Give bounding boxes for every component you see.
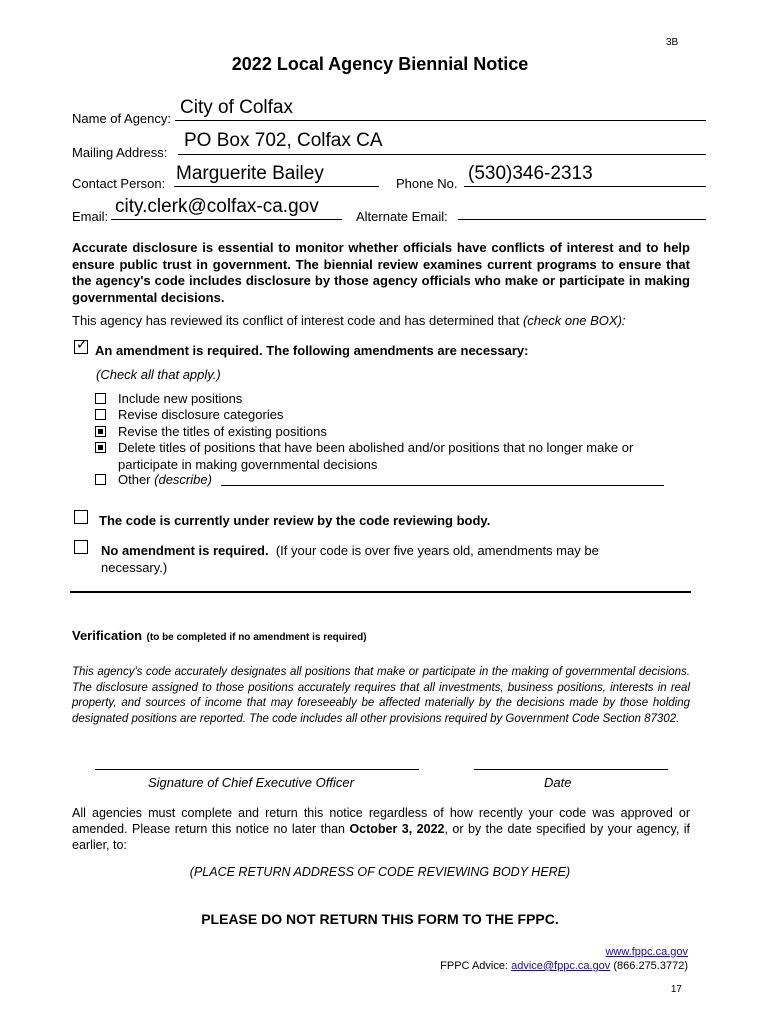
no-amendment-checkbox[interactable] <box>74 540 88 554</box>
agency-label: Name of Agency: <box>72 111 171 126</box>
fppc-advice-phone: (866.275.3772) <box>613 960 688 972</box>
no-amendment-bold: No amendment is required. <box>101 543 269 558</box>
check-all-note: (Check all that apply.) <box>96 367 221 382</box>
contact-field[interactable]: Marguerite Bailey <box>176 163 324 184</box>
under-review-checkbox[interactable] <box>74 510 88 524</box>
other-describe-note: (describe) <box>154 472 212 487</box>
review-statement <box>72 313 712 330</box>
other-label <box>118 472 212 487</box>
email-line <box>111 219 342 220</box>
delete-titles-checkbox[interactable] <box>95 442 106 453</box>
phone-line <box>464 186 706 187</box>
verification-heading <box>72 627 367 645</box>
return-note <box>72 805 690 853</box>
date-label: Date <box>544 775 572 790</box>
contact-line <box>174 186 379 187</box>
return-deadline: October 3, 2022 <box>349 822 445 836</box>
phone-label: Phone No. <box>396 176 458 191</box>
amendment-required-checkbox[interactable] <box>74 340 88 354</box>
revise-disclosure-label: Revise disclosure categories <box>118 407 284 422</box>
contact-label: Contact Person: <box>72 176 166 191</box>
return-note-part1: All agencies must complete and return this notice regardless of how recently your code was approved or amended. Please return this notice no later than <box>72 806 690 836</box>
fppc-advice-email[interactable]: advice@fppc.ca.gov <box>511 960 611 972</box>
verification-note: (to be completed if no amendment is required) <box>146 632 367 643</box>
intro-paragraph: Accurate disclosure is essential to monitor whether officials have conflicts of interest and to help ensure public trust in government. The biennial review examines current programs to ensure that the agency's code includes disclosure by those agency officials who make or participate in making governmental decisions. <box>72 240 690 305</box>
section-divider <box>70 591 691 593</box>
fppc-website[interactable]: www.fppc.ca.gov <box>605 946 688 958</box>
signature-label: Signature of Chief Executive Officer <box>148 775 354 790</box>
other-describe-field[interactable] <box>221 485 664 486</box>
revise-titles-label: Revise the titles of existing positions <box>118 424 327 439</box>
address-line <box>178 154 706 155</box>
delete-titles-label-cont: participate in making governmental decisions <box>118 457 378 472</box>
no-amendment-label <box>101 543 599 558</box>
fppc-advice-line <box>440 960 688 972</box>
email-field[interactable]: city.clerk@colfax-ca.gov <box>115 196 319 217</box>
return-address-placeholder: (PLACE RETURN ADDRESS OF CODE REVIEWING BODY HERE) <box>189 865 571 879</box>
other-label-text: Other <box>118 472 151 487</box>
delete-titles-label: Delete titles of positions that have been abolished and/or positions that no longer make or <box>118 440 634 455</box>
alt-email-line <box>458 219 706 220</box>
other-checkbox[interactable] <box>95 474 106 485</box>
no-amendment-rest-cont: necessary.) <box>101 560 168 575</box>
agency-line <box>175 120 706 121</box>
fppc-advice-label: FPPC Advice: <box>440 960 509 972</box>
amendment-required-label: An amendment is required. The following amendments are necessary: <box>95 343 529 358</box>
revise-titles-checkbox[interactable] <box>95 426 106 437</box>
under-review-label: The code is currently under review by the code reviewing body. <box>99 513 491 528</box>
form-id: 3B <box>666 37 679 48</box>
signature-field[interactable] <box>95 769 419 770</box>
phone-field[interactable]: (530)346-2313 <box>468 163 593 184</box>
email-label: Email: <box>72 209 109 224</box>
page-title: 2022 Local Agency Biennial Notice <box>231 54 529 74</box>
include-new-positions-label: Include new positions <box>118 391 243 406</box>
verification-title: Verification <box>72 628 143 643</box>
review-statement-text: This agency has reviewed its conflict of interest code and has determined that <box>72 313 520 328</box>
address-field[interactable]: PO Box 702, Colfax CA <box>184 130 383 151</box>
agency-field[interactable]: City of Colfax <box>180 97 293 118</box>
verification-text: This agency's code accurately designates all positions that make or participate in the making of governmental decisions. The disclosure assigned to those positions accurately requires that all investments, business positions, interests in real property, and sources of income that may foreseeably be affected materially by the decisions made by those holding designated positions are reported. The code includes all other provisions required by Government Code Section 87302. <box>72 666 690 725</box>
include-new-positions-checkbox[interactable] <box>95 393 106 404</box>
page-number: 17 <box>670 984 682 995</box>
date-field[interactable] <box>474 769 668 770</box>
review-statement-note: (check one BOX): <box>522 313 626 328</box>
address-label: Mailing Address: <box>72 145 168 160</box>
fppc-website-link[interactable] <box>605 946 688 958</box>
return-note-part2: , or by the date specified by your agency, if earlier, to: <box>72 822 690 852</box>
alt-email-label: Alternate Email: <box>356 209 448 224</box>
revise-disclosure-checkbox[interactable] <box>95 409 106 420</box>
no-amendment-rest: (If your code is over five years old, amendments may be <box>275 543 599 558</box>
do-not-return-notice: PLEASE DO NOT RETURN THIS FORM TO THE FPPC. <box>201 911 559 927</box>
